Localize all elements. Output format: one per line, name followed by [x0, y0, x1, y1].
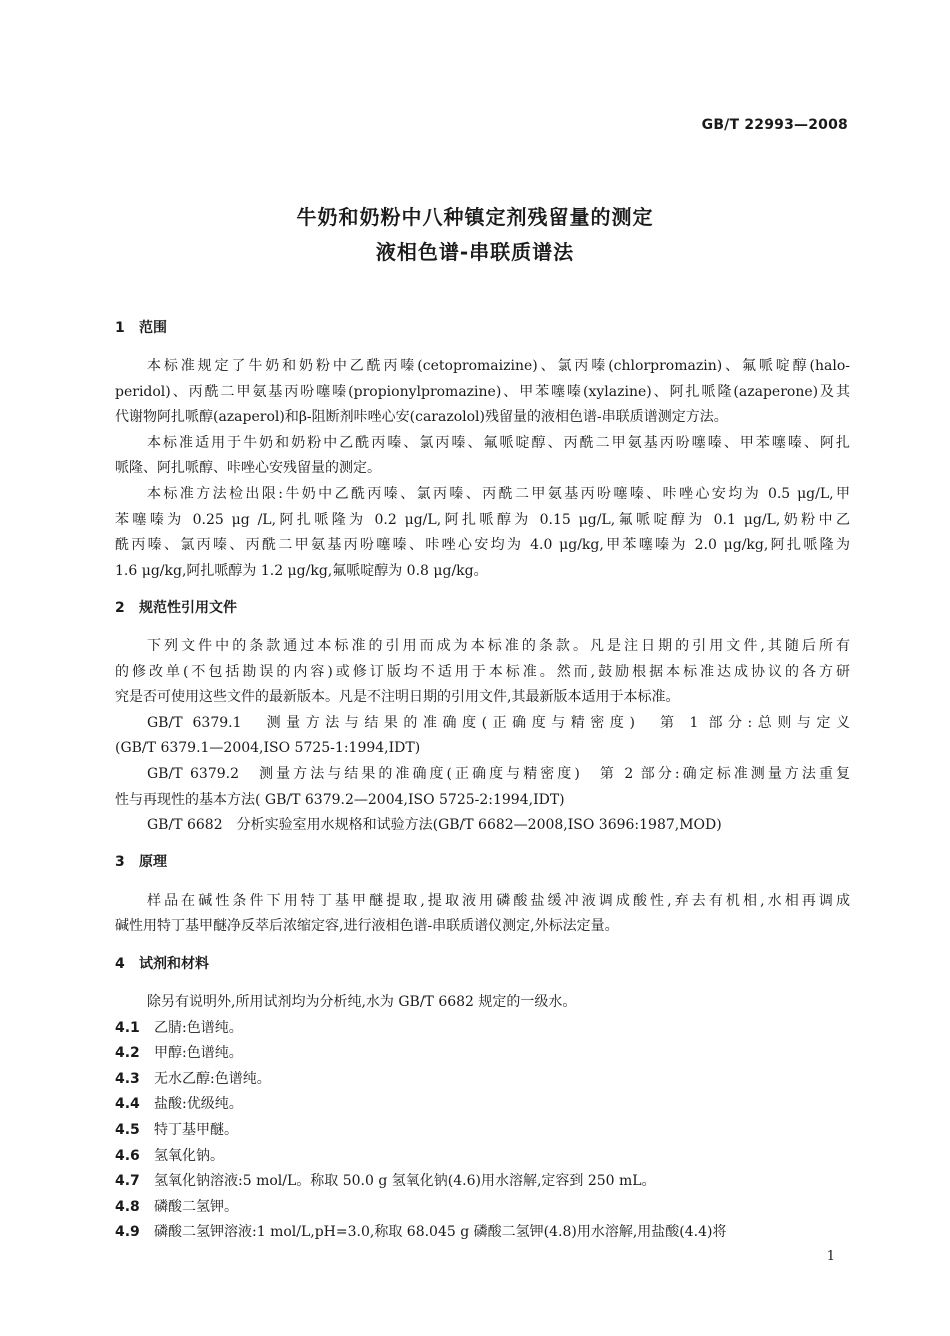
- list-item: 4.1 乙腈:色谱纯。: [115, 1020, 243, 1036]
- reference-entry-continuation: (GB/T 6379.1—2004,ISO 5725-1:1994,IDT): [115, 740, 421, 756]
- standard-code: GB/T 22993—2008: [701, 117, 848, 133]
- section-number: 2: [115, 600, 125, 616]
- paragraph-line: 碱性用特丁基甲醚净反萃后浓缩定容,进行液相色谱-串联质谱仪测定,外标法定量。: [115, 918, 619, 934]
- list-item: 4.3 无水乙醇:色谱纯。: [115, 1071, 271, 1087]
- paragraph-line: 哌隆、阿扎哌醇、咔唑心安残留量的测定。: [115, 460, 381, 476]
- section-heading-principle: [115, 850, 167, 875]
- section-number: 3: [115, 854, 125, 870]
- paragraph-line: 本标准方法检出限:牛奶中乙酰丙嗪、氯丙嗪、丙酰二甲氨基丙吩噻嗪、咔唑心安均为 0.5 μg/L,甲: [147, 486, 850, 502]
- section-title: 试剂和材料: [139, 956, 209, 972]
- paragraph-line: 苯噻嗪为 0.25 μg /L,阿扎哌隆为 0.2 μg/L,阿扎哌醇为 0.15 μg/L,氟哌啶醇为 0.1 μg/L,奶粉中乙: [115, 512, 850, 528]
- paragraph-line: 究是否可使用这些文件的最新版本。凡是不注明日期的引用文件,其最新版本适用于本标准。: [115, 689, 680, 705]
- section-title: 原理: [139, 854, 167, 870]
- page-number: 1: [826, 1249, 835, 1264]
- section-number: 1: [115, 320, 125, 336]
- list-item: 4.9 磷酸二氢钾溶液:1 mol/L,pH=3.0,称取 68.045 g 磷酸二氢钾(4.8)用水溶解,用盐酸(4.4)将: [115, 1224, 727, 1240]
- paragraph-line: 1.6 μg/kg,阿扎哌醇为 1.2 μg/kg,氟哌啶醇为 0.8 μg/kg。: [115, 563, 488, 579]
- section-number: 4: [115, 956, 125, 972]
- paragraph-line: 除另有说明外,所用试剂均为分析纯,水为 GB/T 6682 规定的一级水。: [147, 994, 577, 1010]
- list-item: 4.7 氢氧化钠溶液:5 mol/L。称取 50.0 g 氢氧化钠(4.6)用水溶解,定容到 250 mL。: [115, 1173, 656, 1189]
- reference-entry: GB/T 6379.2 测量方法与结果的准确度(正确度与精密度) 第 2 部分:确定标准测量方法重复: [147, 766, 850, 782]
- list-item: 4.6 氢氧化钠。: [115, 1148, 224, 1164]
- list-item: 4.8 磷酸二氢钾。: [115, 1199, 238, 1215]
- paragraph-line: 的修改单(不包括勘误的内容)或修订版均不适用于本标准。然而,鼓励根据本标准达成协议的各方研: [115, 664, 850, 680]
- reference-entry-continuation: 性与再现性的基本方法( GB/T 6379.2—2004,ISO 5725-2:1994,IDT): [115, 792, 565, 808]
- section-heading-scope: [115, 316, 167, 341]
- list-item: 4.2 甲醇:色谱纯。: [115, 1045, 243, 1061]
- document-title-line-1: 牛奶和奶粉中八种镇定剂残留量的测定: [296, 205, 654, 229]
- section-title: 范围: [139, 320, 167, 336]
- reference-entry: GB/T 6379.1 测量方法与结果的准确度(正确度与精密度) 第 1 部分:总则与定义: [147, 715, 850, 731]
- reference-entry: GB/T 6682 分析实验室用水规格和试验方法(GB/T 6682—2008,ISO 3696:1987,MOD): [147, 817, 722, 833]
- paragraph-line: 本标准规定了牛奶和奶粉中乙酰丙嗪(cetopromaizine)、氯丙嗪(chlorpromazin)、氟哌啶醇(halo-: [147, 358, 850, 374]
- list-item: 4.4 盐酸:优级纯。: [115, 1096, 243, 1112]
- section-heading-references: [115, 596, 237, 621]
- paragraph-line: peridol)、丙酰二甲氨基丙吩噻嗪(propionylpromazine)、甲苯噻嗪(xylazine)、阿扎哌隆(azaperone)及其: [115, 384, 850, 400]
- paragraph-line: 酰丙嗪、氯丙嗪、丙酰二甲氨基丙吩噻嗪、咔唑心安均为 4.0 μg/kg,甲苯噻嗪为 2.0 μg/kg,阿扎哌隆为: [115, 537, 850, 553]
- list-item: 4.5 特丁基甲醚。: [115, 1122, 238, 1138]
- section-heading-reagents: [115, 952, 209, 977]
- paragraph-line: 本标准适用于牛奶和奶粉中乙酰丙嗪、氯丙嗪、氟哌啶醇、丙酰二甲氨基丙吩噻嗪、甲苯噻嗪、阿扎: [147, 435, 850, 451]
- paragraph-line: 代谢物阿扎哌醇(azaperol)和β-阻断剂咔唑心安(carazolol)残留量的液相色谱-串联质谱测定方法。: [115, 409, 728, 425]
- paragraph-line: 样品在碱性条件下用特丁基甲醚提取,提取液用磷酸盐缓冲液调成酸性,弃去有机相,水相再调成: [147, 893, 850, 909]
- section-title: 规范性引用文件: [139, 600, 237, 616]
- paragraph-line: 下列文件中的条款通过本标准的引用而成为本标准的条款。凡是注日期的引用文件,其随后所有: [147, 638, 850, 654]
- document-title-line-2: 液相色谱-串联质谱法: [375, 240, 575, 264]
